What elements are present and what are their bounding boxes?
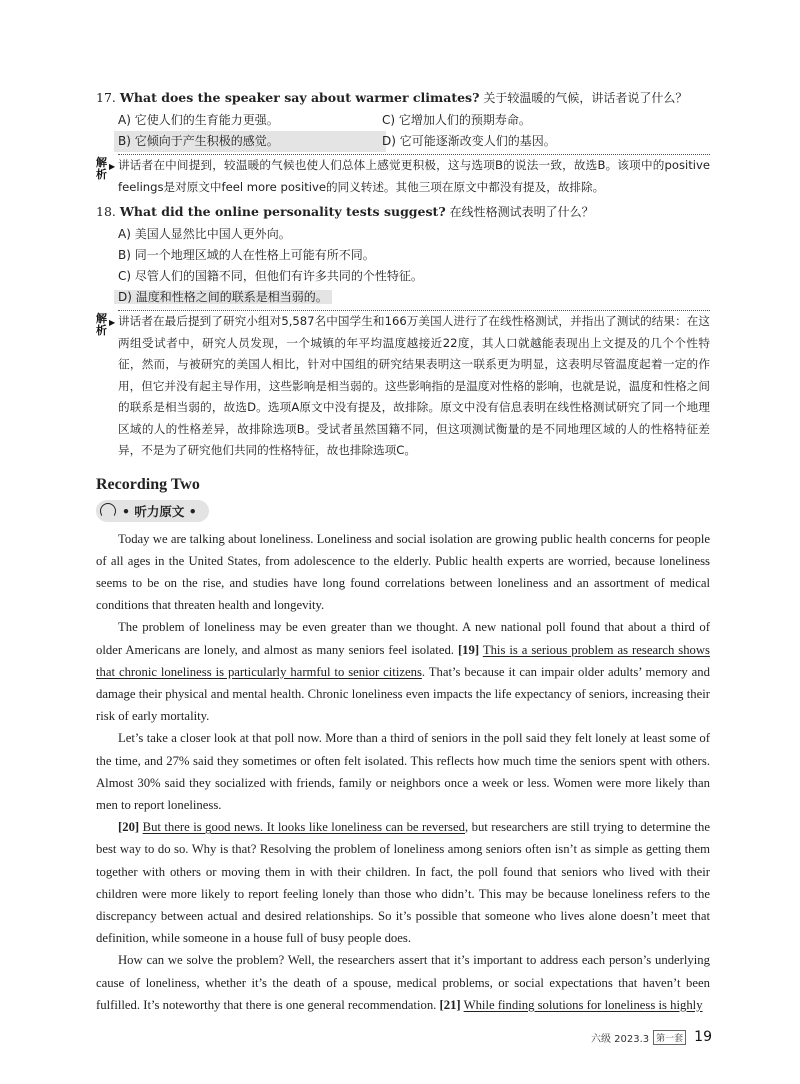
analysis-badge: 解析 xyxy=(96,156,107,181)
page-footer xyxy=(591,1029,712,1045)
question-17-title xyxy=(96,88,710,108)
question-text-en: What did the online personality tests suggest? xyxy=(119,204,446,219)
question-marker: [20] xyxy=(118,820,140,835)
arrow-icon: ▶ xyxy=(109,162,116,171)
option-b-answer: B) 它倾向于产生积极的感觉。 xyxy=(114,131,386,152)
question-number: 18. xyxy=(96,204,116,219)
option-a: A) 它使人们的生育能力更强。 xyxy=(118,113,279,127)
magazine-issue: 六级 2023.3 xyxy=(590,1033,650,1045)
option-d-answer: D) 温度和性格之间的联系是相当弱的。 xyxy=(114,290,332,304)
paragraph: Today we are talking about loneliness. Loneliness and social isolation are growing public health concerns for people of all ages in the United States, from adolescence to the elderly. Public health experts are worried, because loneliness seems to be on the rise, and studies have long found correlations between loneliness and an assortment of medical conditions that threaten health and longevity. xyxy=(96,531,710,613)
underlined-answer: While finding solutions for loneliness is highly xyxy=(463,997,703,1012)
transcript-body xyxy=(96,528,710,1016)
question-17-options xyxy=(118,110,710,152)
question-18-options xyxy=(118,224,710,308)
question-18-title xyxy=(96,202,710,222)
edition-badge: 第一套 xyxy=(653,1030,686,1045)
question-text-cn: 在线性格测试表明了什么？ xyxy=(449,205,594,219)
option-c: C) 尽管人们的国籍不同，但他们有许多共同的个性特征。 xyxy=(118,269,423,283)
transcript-tag xyxy=(96,500,209,522)
underlined-answer: This is a serious problem as research shows that chronic loneliness is particularly harmful to senior citizens xyxy=(96,642,710,679)
paragraph: How can we solve the problem? Well, the researchers assert that it’s important to address each person’s underlying cause of loneliness, whether it’s the death of a spouse, medical problems, or social expectations that haven’t been fulfilled. It’s noteworthy that there is one general recommendation. [21] While finding solutions for loneliness is highly xyxy=(96,953,710,1012)
question-number: 17. xyxy=(96,90,116,105)
page-content xyxy=(96,88,710,1016)
underlined-answer: But there is good news. It looks like loneliness can be reversed xyxy=(142,820,465,835)
question-text-en: What does the speaker say about warmer climates? xyxy=(119,90,480,105)
analysis-17 xyxy=(96,154,710,198)
option-c: C) 它增加人们的预期寿命。 xyxy=(382,113,531,127)
paragraph: [20] But there is good news. It looks like loneliness can be reversed, but researchers are still trying to determine the best way to do so. Why is that? Resolving the problem of loneliness among seniors often isn’t as simple as getting them together with others or moving them in with their children. In fact, the poll found that seniors who lived with their children were more likely to report feeling lonely than those who didn’t. This may be because loneliness refers to the discrepancy between actual and desired relationships. So it’s possible that someone who lives alone doesn’t meet that definition, while someone in a house full of busy people does. xyxy=(96,820,711,946)
transcript-tag-label: • 听力原文 • xyxy=(122,503,197,519)
arrow-icon: ▶ xyxy=(109,318,116,327)
paragraph: Let’s take a closer look at that poll now. More than a third of seniors in the poll said they felt lonely at least some of the time, and 27% said they sometimes or often felt isolated. This reflects how much time the seniors spent with others. Almost 30% said they socialized with friends, family or neighbors once a week or less. Women were more likely than men to report loneliness. xyxy=(96,731,710,812)
analysis-18 xyxy=(96,310,710,462)
option-a: A) 美国人显然比中国人更外向。 xyxy=(118,227,291,241)
section-title: Recording Two xyxy=(96,475,200,493)
analysis-text: 讲话者在中间提到，较温暖的气候也使人们总体上感觉更积极，这与选项B的说法一致，故选B。该项中的positive feelings是对原文中feel more positive的同义转述。其他三项在原文中都没有提及，故排除。 xyxy=(118,154,710,198)
question-text-cn: 关于较温暖的气候，讲话者说了什么？ xyxy=(483,91,688,105)
option-d: D) 它可能逐渐改变人们的基因。 xyxy=(382,134,556,148)
analysis-text: 讲话者在最后提到了研究小组对5,587名中国学生和166万美国人进行了在线性格测试，并指出了测试的结果：在这两组受试者中，研究人员发现，一个城镇的年平均温度越接近22度，其人口就越能表现出上文提及的几个个性特征，然而，与被研究的美国人相比，针对中国组的研究结果表明这一联系更为明显，这表明尽管温度起着一定的作用，但它并没有起主导作用，这些影响是相当弱的。这些影响指的是温度对性格的影响，也就是说，温度和性格之间的联系是相当弱的，故选D。选项A原文中没有提及，故排除。原文中没有信息表明在线性格测试研究了同一个地理区域的人的性格差异，故排除选项B。受试者虽然国籍不同，但这项测试衡量的是不同地理区域的人的性格特征差异，不是为了研究他们共同的性格特征，故也排除选项C。 xyxy=(118,310,710,462)
question-marker: [21] xyxy=(439,997,461,1012)
page-number: 19 xyxy=(694,1029,712,1045)
question-marker: [19] xyxy=(457,642,480,657)
paragraph: The problem of loneliness may be even greater than we thought. A new national poll found that about a third of older Americans are lonely, and almost as many seniors feel isolated. [19] This is a serious problem as research shows that chronic loneliness is particularly harmful to senior citizens. That’s because it can impair older adults’ memory and damage their physical and mental health. Chronic loneliness even impacts the life expectancy of seniors, increasing their risk of early mortality. xyxy=(96,620,710,724)
headphones-icon xyxy=(100,503,116,519)
option-b: B) 同一个地理区域的人在性格上可能有所不同。 xyxy=(118,248,375,262)
analysis-badge: 解析 xyxy=(96,312,107,337)
